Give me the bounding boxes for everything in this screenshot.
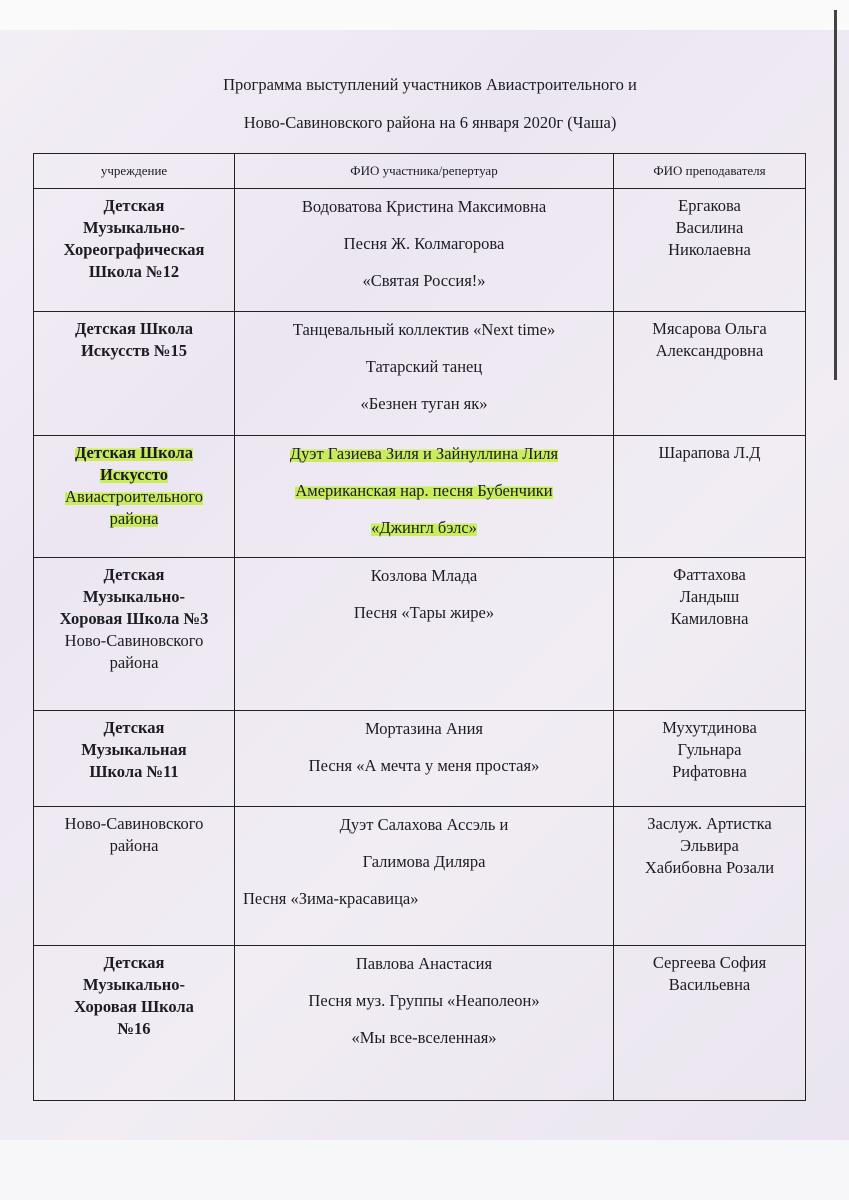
teacher-line: Шарапова Л.Д: [658, 443, 761, 462]
teacher-line: Ергакова: [678, 196, 741, 215]
institution-line: Ново-Савиновского: [64, 631, 204, 650]
institution-line: Детская Школа: [74, 319, 193, 338]
teacher-line: Хабибовна Розали: [644, 858, 775, 877]
institution-cell: [34, 807, 235, 946]
page-bottom-margin: [0, 1140, 849, 1200]
teacher-cell: [614, 436, 806, 558]
table-header-row: [34, 154, 806, 189]
performance-line: Козлова Млада: [370, 566, 478, 585]
institution-line: №16: [117, 1019, 151, 1038]
teacher-cell: [614, 312, 806, 436]
institution-line: Музыкально-: [82, 975, 185, 994]
table-row-highlighted: [34, 436, 806, 558]
institution-line: Школа №11: [89, 762, 179, 781]
header-teacher: ФИО преподавателя: [614, 154, 806, 189]
program-table: [33, 153, 806, 1101]
table-row: [34, 189, 806, 312]
teacher-line: Эльвира: [680, 836, 739, 855]
institution-cell: [34, 946, 235, 1101]
teacher-line: Василина: [675, 218, 744, 237]
teacher-line: Николаевна: [668, 240, 751, 259]
performance-cell: [235, 807, 614, 946]
institution-line: Хоровая Школа: [74, 997, 194, 1016]
teacher-cell: [614, 946, 806, 1101]
document-title: [150, 66, 710, 142]
institution-line: Хоровая Школа №3: [59, 609, 209, 628]
title-line-1: Программа выступлений участников Авиастроительного и: [223, 75, 637, 94]
performance-line: Дуэт Салахова Ассэль и: [339, 815, 509, 834]
performance-line: Песня Ж. Колмагорова: [343, 234, 505, 253]
teacher-line: Фаттахова: [673, 565, 746, 584]
teacher-cell: [614, 189, 806, 312]
teacher-line: Сергеева София: [652, 953, 767, 972]
header-participant: ФИО участника/репертуар: [235, 154, 614, 189]
institution-line: района: [109, 836, 159, 855]
institution-line: Музыкальная: [81, 740, 187, 759]
institution-line: района: [109, 509, 159, 528]
performance-line: Дуэт Газиева Зиля и Зайнуллина Лиля: [289, 444, 559, 463]
table-row: [34, 558, 806, 711]
institution-line: Искуссто: [100, 465, 168, 484]
institution-line: Музыкально-: [82, 587, 185, 606]
institution-cell: [34, 711, 235, 807]
table-row: [34, 711, 806, 807]
teacher-line: Мухутдинова: [662, 718, 757, 737]
performance-line: Песня «Зима-красавица»: [243, 889, 419, 908]
performance-cell: [235, 558, 614, 711]
performance-cell: [235, 711, 614, 807]
performance-cell: [235, 189, 614, 312]
institution-cell: [34, 312, 235, 436]
institution-line: Детская: [103, 565, 165, 584]
performance-line: «Джингл бэлс»: [371, 518, 477, 537]
performance-line: «Мы все-вселенная»: [351, 1028, 497, 1047]
teacher-line: Камиловна: [670, 609, 749, 628]
performance-line: Водоватова Кристина Максимовна: [301, 197, 547, 216]
performance-cell: [235, 946, 614, 1101]
teacher-line: Заслуж. Артистка: [647, 814, 772, 833]
performance-line: «Безнен туган як»: [360, 394, 488, 413]
institution-cell: [34, 558, 235, 711]
institution-line: Школа №12: [88, 262, 180, 281]
institution-line: Ново-Савиновского: [64, 814, 204, 833]
scan-edge-shadow: [834, 10, 837, 380]
performance-line: Американская нар. песня Бубенчики: [295, 481, 553, 500]
performance-line: Песня «Тары жире»: [353, 603, 495, 622]
institution-line: Детская: [103, 953, 165, 972]
institution-line: Детская Школа: [74, 443, 193, 462]
teacher-cell: [614, 558, 806, 711]
teacher-cell: [614, 711, 806, 807]
institution-cell: [34, 436, 235, 558]
performance-line: Песня «А мечта у меня простая»: [308, 756, 540, 775]
table-row: [34, 807, 806, 946]
title-line-2: Ново-Савиновского района на 6 января 2020г (Чаша): [243, 113, 617, 132]
institution-line: Детская: [103, 718, 165, 737]
performance-cell: [235, 436, 614, 558]
teacher-line: Ландыш: [679, 587, 740, 606]
page-top-margin: [0, 0, 849, 30]
teacher-line: Мясарова Ольга: [652, 319, 767, 338]
performance-line: Татарский танец: [365, 357, 483, 376]
teacher-line: Александровна: [655, 341, 764, 360]
institution-line: Авиастроительного: [65, 487, 203, 506]
institution-line: Искусств №15: [80, 341, 188, 360]
institution-line: Хореографическая: [63, 240, 205, 259]
performance-line: Галимова Диляра: [362, 852, 486, 871]
teacher-cell: [614, 807, 806, 946]
institution-line: Музыкально-: [82, 218, 185, 237]
performance-cell: [235, 312, 614, 436]
performance-line: Песня муз. Группы «Неаполеон»: [308, 991, 540, 1010]
header-institution: учреждение: [34, 154, 235, 189]
teacher-line: Васильевна: [668, 975, 751, 994]
institution-cell: [34, 189, 235, 312]
table-row: [34, 312, 806, 436]
performance-line: «Святая Россия!»: [362, 271, 486, 290]
teacher-line: Рифатовна: [672, 762, 747, 781]
institution-line: района: [109, 653, 159, 672]
performance-line: Павлова Анастасия: [355, 954, 493, 973]
table-row: [34, 946, 806, 1101]
institution-line: Детская: [103, 196, 165, 215]
teacher-line: Гульнара: [677, 740, 742, 759]
performance-line: Мортазина Ания: [364, 719, 484, 738]
performance-line: Танцевальный коллектив «Next time»: [292, 320, 556, 339]
